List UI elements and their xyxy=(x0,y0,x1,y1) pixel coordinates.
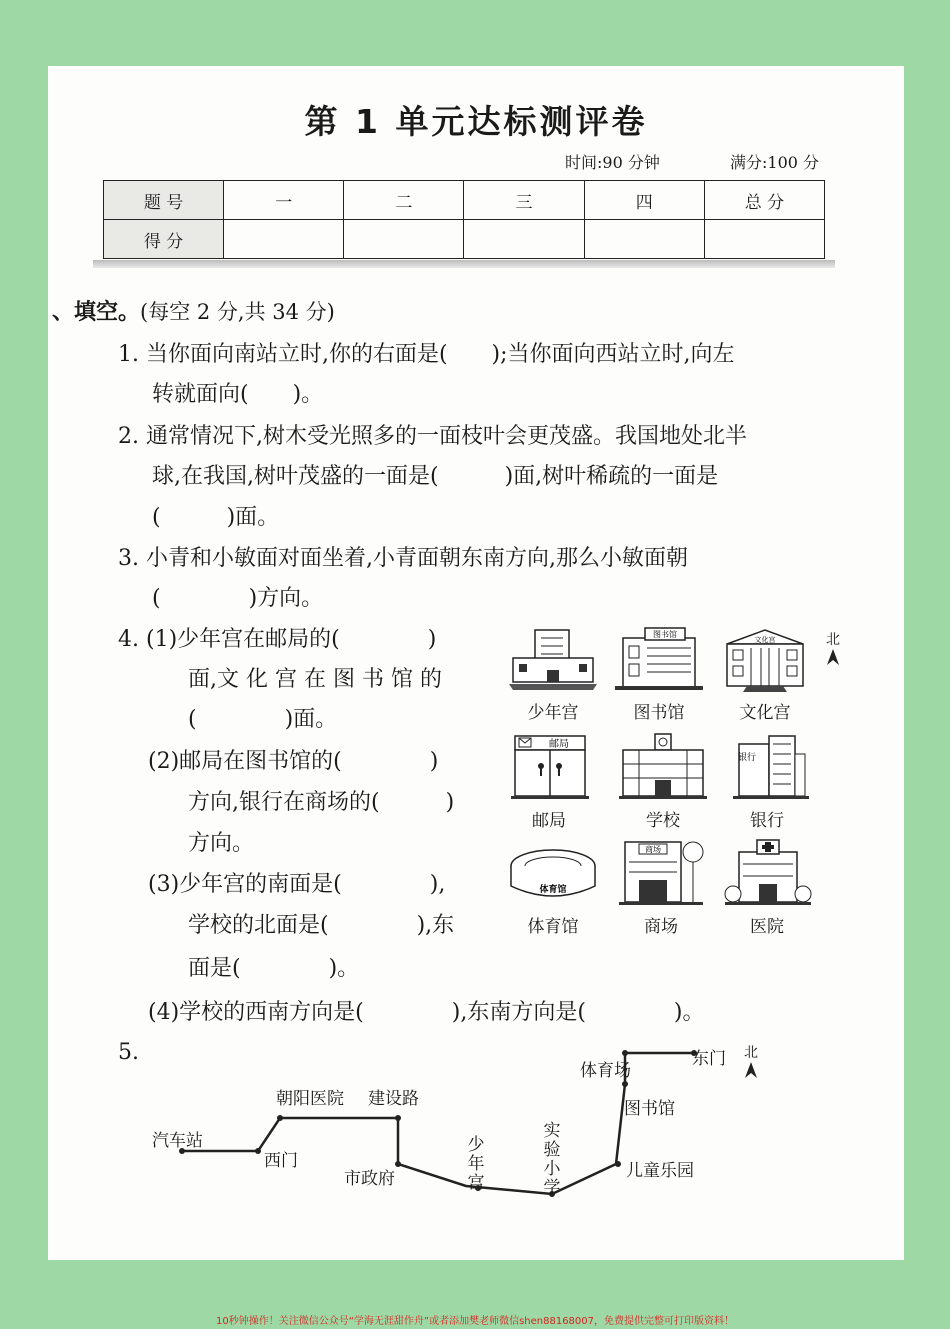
stop-label: 市政府 xyxy=(344,1169,395,1189)
section-heading xyxy=(52,302,335,324)
scan-shadow xyxy=(93,260,835,268)
building-youth-palace xyxy=(502,624,604,723)
youth-palace-icon xyxy=(505,624,601,694)
bank-icon xyxy=(719,730,815,802)
section-title: 、填空。 xyxy=(52,300,141,325)
table-cell: 三 xyxy=(464,181,584,220)
question-4-part-3-line-2: 学校的北面是( ),东 xyxy=(188,913,455,938)
stop-label: 建设路 xyxy=(368,1089,419,1109)
building-culture-palace xyxy=(714,624,816,723)
question-1-line-2: 转就面向( )。 xyxy=(152,382,324,407)
library-icon xyxy=(611,624,707,694)
building-school xyxy=(612,730,714,831)
question-2-line-3: ( )面。 xyxy=(152,505,280,530)
stop-label: 图书馆 xyxy=(624,1099,675,1119)
score-input-cell xyxy=(704,220,824,259)
question-4-part-2-line-3: 方向。 xyxy=(188,831,255,856)
building-post-office xyxy=(498,730,600,831)
stop-dot xyxy=(622,1081,628,1087)
building-hospital xyxy=(716,836,818,937)
page-title: 第 1 单元达标测评卷 xyxy=(304,102,648,141)
question-4-part-2-line-1: (2)邮局在图书馆的( ) xyxy=(148,749,439,774)
question-4-part-3-line-1: (3)少年宫的南面是( ), xyxy=(148,872,446,897)
hospital-icon xyxy=(719,836,815,908)
culture-sign: 文化宫 xyxy=(754,636,776,644)
question-4-part-2-line-2: 方向,银行在商场的( ) xyxy=(188,790,455,815)
stop-label-vertical: 少年宫 xyxy=(467,1135,485,1193)
question-3-line-2: ( )方向。 xyxy=(152,586,324,611)
question-4-part-1-line-3: ( )面。 xyxy=(188,707,338,732)
north-label: 北 xyxy=(744,1045,758,1061)
mall-sign: 商场 xyxy=(645,845,661,854)
building-gymnasium xyxy=(502,842,604,937)
table-cell: 一 xyxy=(224,181,344,220)
building-mall xyxy=(610,836,712,937)
stop-label: 体育场 xyxy=(580,1061,631,1081)
score-input-cell xyxy=(344,220,464,259)
north-indicator-map xyxy=(744,1042,758,1082)
building-label: 体育馆 xyxy=(527,917,579,937)
stop-dot xyxy=(615,1161,621,1167)
score-input-cell xyxy=(584,220,704,259)
question-4-part-1-line-1: 4. (1)少年宫在邮局的( ) xyxy=(118,627,437,652)
stop-label: 儿童乐园 xyxy=(626,1161,694,1181)
building-label: 商场 xyxy=(644,917,678,937)
footer-promo-text: 10秒钟操作！关注微信公众号“学海无涯甜作舟”或者添加樊老师微信shen88168007，免费提供完整可打印版资料！ xyxy=(215,1316,735,1327)
building-label: 学校 xyxy=(646,811,680,831)
stop-label: 西门 xyxy=(264,1151,298,1171)
question-4-part-3-line-3: 面是( )。 xyxy=(188,956,360,981)
gym-sign: 体育馆 xyxy=(539,885,567,895)
north-arrow-icon xyxy=(744,1062,758,1078)
question-2-line-1: 2. 通常情况下,树木受光照多的一面枝叶会更茂盛。我国地处北半 xyxy=(118,424,747,449)
stop-label: 东门 xyxy=(692,1049,726,1069)
stop-label: 汽车站 xyxy=(152,1131,203,1151)
question-4-part-4: (4)学校的西南方向是( ),东南方向是( )。 xyxy=(148,1000,705,1025)
question-5-number: 5. xyxy=(118,1040,139,1065)
building-label: 少年宫 xyxy=(527,703,579,723)
score-table xyxy=(103,180,825,259)
mall-icon xyxy=(613,836,709,908)
question-4-part-1-line-2: 面,文 化 宫 在 图 书 馆 的 xyxy=(188,667,442,692)
stop-dot xyxy=(395,1161,401,1167)
section-note: (每空 2 分,共 34 分) xyxy=(140,300,335,324)
question-2-line-2: 球,在我国,树叶茂盛的一面是( )面,树叶稀疏的一面是 xyxy=(152,464,719,489)
gymnasium-icon xyxy=(505,842,601,908)
score-table-score-row xyxy=(104,220,825,259)
north-arrow-icon xyxy=(826,649,840,665)
post-sign: 邮局 xyxy=(549,739,569,750)
building-label: 文化宫 xyxy=(739,703,791,723)
full-score: 满分:100 分 xyxy=(730,153,820,172)
table-cell: 得 分 xyxy=(104,220,224,259)
table-cell: 总 分 xyxy=(704,181,824,220)
building-bank xyxy=(716,730,818,831)
stop-label: 朝阳医院 xyxy=(276,1089,344,1109)
score-input-cell xyxy=(464,220,584,259)
question-1-line-1: 1. 当你面向南站立时,你的右面是( );当你面向西站立时,向左 xyxy=(118,342,735,367)
building-label: 银行 xyxy=(750,811,784,831)
post-office-icon xyxy=(501,730,597,802)
bank-sign-1: 银行 xyxy=(737,753,757,763)
question-3-line-1: 3. 小青和小敏面对面坐着,小青面朝东南方向,那么小敏面朝 xyxy=(118,546,688,571)
score-table-header-row xyxy=(104,181,825,220)
stop-dot xyxy=(277,1115,283,1121)
table-cell: 四 xyxy=(584,181,704,220)
building-label: 图书馆 xyxy=(633,703,685,723)
stop-label-vertical: 实验小学 xyxy=(543,1121,561,1198)
library-sign: 图书馆 xyxy=(653,630,677,639)
building-label: 邮局 xyxy=(532,811,566,831)
school-icon xyxy=(615,730,711,802)
table-cell: 二 xyxy=(344,181,464,220)
culture-palace-icon xyxy=(717,624,813,694)
time-limit: 时间:90 分钟 xyxy=(565,153,660,172)
building-library xyxy=(608,624,710,723)
building-label: 医院 xyxy=(750,917,784,937)
table-cell: 题 号 xyxy=(104,181,224,220)
stop-dot xyxy=(395,1115,401,1121)
north-label: 北 xyxy=(826,632,840,648)
north-indicator-top xyxy=(826,629,840,669)
score-input-cell xyxy=(224,220,344,259)
stop-dot xyxy=(255,1148,261,1154)
exam-paper xyxy=(48,66,904,1260)
